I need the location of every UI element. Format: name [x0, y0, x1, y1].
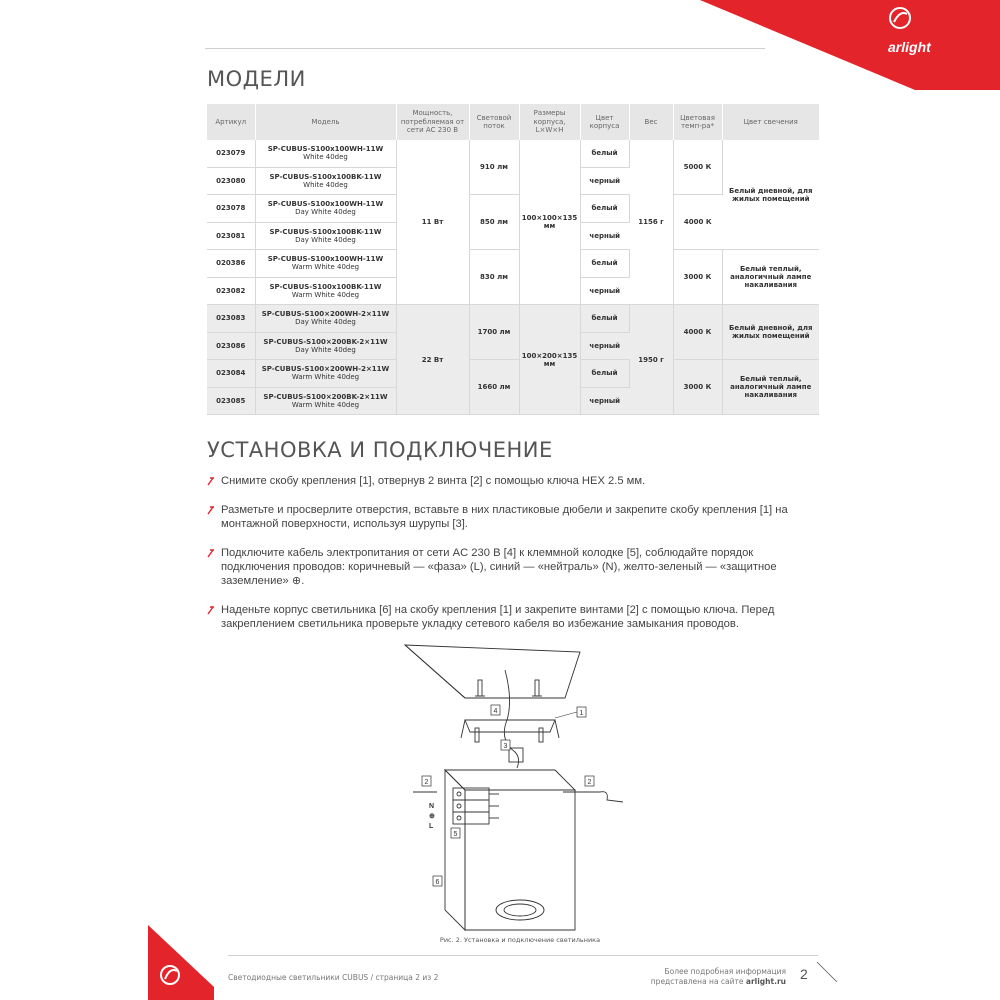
svg-text:3: 3 [503, 743, 508, 750]
model-name: SP-CUBUS-S100x100BK-11W [269, 282, 382, 291]
model-cell [255, 222, 396, 250]
model-cell [255, 332, 396, 360]
bullet-arrow-icon [207, 605, 215, 615]
ceiling-plate [405, 645, 580, 698]
model-sub: White 40deg [303, 153, 348, 162]
article-cell: 023083 [207, 305, 255, 333]
footer-info-line1: Более подробная информация [664, 967, 786, 976]
list-item [221, 503, 813, 531]
model-cell [255, 277, 396, 305]
model-cell [255, 195, 396, 223]
housing-side [445, 770, 465, 930]
power-cable [504, 670, 518, 768]
model-sub: Warm White 40deg [291, 373, 360, 382]
article-cell: 023085 [207, 387, 255, 415]
model-cell [255, 360, 396, 388]
figure-caption: Рис. 2. Установка и подключение светильника [439, 936, 601, 944]
model-sub: Day White 40deg [295, 208, 356, 217]
table-row [207, 250, 819, 278]
body-color-cell: черный [580, 222, 629, 250]
housing-front [465, 790, 575, 930]
callout-6 [433, 876, 442, 886]
model-sub: Day White 40deg [295, 345, 356, 354]
flux-cell: 1700 лм [469, 305, 519, 360]
article-cell: 023082 [207, 277, 255, 305]
body-color-cell: белый [580, 305, 629, 333]
model-name: SP-CUBUS-S100x100WH-11W [267, 255, 384, 264]
article-cell: 023081 [207, 222, 255, 250]
svg-text:2: 2 [424, 779, 429, 786]
size-cell: 100×100×135 мм [519, 140, 580, 305]
header-model: Модель [255, 104, 396, 140]
flux-cell: 1660 лм [469, 360, 519, 415]
flux-cell: 910 лм [469, 140, 519, 195]
model-name: SP-CUBUS-S100x100WH-11W [267, 200, 384, 209]
step-text: Подключите кабель электропитания от сети AC 230 В [4] к клеммной колодке [5], соблюдайте порядок подключения проводов: коричневый — «фаза» (L), синий — «нейтраль» (N), желто-зеленый — «защитное заземление» ⊕. [221, 547, 777, 587]
model-name: SP-CUBUS-S100x100WH-11W [267, 145, 384, 154]
footer-info-line2 [628, 977, 786, 987]
step-text: Наденьте корпус светильника [6] на скобу крепления [1] и закрепите винтами [2] с помощью ключа. Перед закреплением светильника проверьте укладку сетевого кабеля во избежание замыкания проводов. [221, 604, 775, 630]
footer-info-prefix: представлена на сайте [650, 976, 744, 986]
temp-cell: 3000 К [673, 360, 722, 415]
svg-text:4: 4 [493, 708, 498, 715]
logo-text: arlight [888, 39, 931, 55]
table-header-row [207, 104, 819, 140]
terminal-n-label: N [429, 803, 435, 810]
models-title: МОДЕЛИ [207, 67, 306, 91]
model-cell [255, 305, 396, 333]
model-cell [255, 140, 396, 167]
article-cell: 023078 [207, 195, 255, 223]
weight-cell: 1156 г [629, 140, 673, 305]
body-color-cell: черный [580, 387, 629, 415]
bullet-arrow-icon [207, 548, 215, 558]
header-glow-color: Цвет свечения [722, 104, 819, 140]
body-color-cell: белый [580, 360, 629, 388]
install-title: УСТАНОВКА И ПОДКЛЮЧЕНИЕ [207, 438, 553, 462]
svg-text:1: 1 [579, 710, 584, 717]
power-cell: 11 Вт [396, 140, 469, 305]
model-name: SP-CUBUS-S100×200BK-2×11W [263, 337, 388, 346]
brand-corner [700, 0, 1000, 90]
bullet-arrow-icon [207, 505, 215, 515]
header-power: Мощность, потребляемая от сети AC 230 В [396, 104, 469, 140]
footer-info [628, 967, 786, 986]
flux-cell: 830 лм [469, 250, 519, 305]
mounting-bracket [465, 720, 555, 732]
temp-cell: 3000 К [673, 250, 722, 305]
footer-corner [148, 925, 214, 1000]
model-cell [255, 387, 396, 415]
article-cell: 023084 [207, 360, 255, 388]
body-color-cell: черный [580, 167, 629, 195]
step-text: Снимите скобу крепления [1], отвернув 2 винта [2] с помощью ключа HEX 2.5 мм. [221, 475, 646, 487]
connector-block [509, 748, 523, 762]
models-table [207, 104, 819, 415]
size-cell: 100×200×135 мм [519, 305, 580, 415]
header-body-color: Цвет корпуса [580, 104, 629, 140]
step-text: Разметьте и просверлите отверстия, вставьте в них пластиковые дюбели и закрепите скобу крепления [1] на монтажной поверхности, используя шурупы [3]. [221, 504, 788, 530]
body-color-cell: белый [580, 140, 629, 167]
terminal-ground-label: ⊕ [429, 813, 435, 820]
callout-4 [491, 705, 500, 715]
list-item [221, 546, 813, 588]
lens-ring [496, 900, 544, 920]
terminal-l-label: L [429, 823, 434, 830]
article-cell: 023080 [207, 167, 255, 195]
model-sub: Warm White 40deg [291, 290, 360, 299]
model-sub: White 40deg [303, 180, 348, 189]
article-cell: 023086 [207, 332, 255, 360]
model-sub: Warm White 40deg [291, 400, 360, 409]
callout-1 [555, 707, 586, 718]
table-row [207, 140, 819, 167]
footer-site-link[interactable]: arlight.ru [745, 976, 786, 986]
model-name: SP-CUBUS-S100×200BK-2×11W [263, 392, 388, 401]
table-row [207, 305, 819, 333]
article-cell: 020386 [207, 250, 255, 278]
bullet-arrow-icon [207, 476, 215, 486]
callout-5 [451, 828, 460, 838]
screw-icon [539, 728, 543, 742]
model-cell [255, 250, 396, 278]
callout-2-right [585, 776, 594, 786]
header-flux: Световой поток [469, 104, 519, 140]
list-item [221, 603, 813, 631]
hex-key [600, 792, 623, 802]
svg-text:2: 2 [587, 779, 592, 786]
flux-cell: 850 лм [469, 195, 519, 250]
footer-document-title: Светодиодные светильники CUBUS / страница 2 из 2 [228, 973, 439, 982]
temp-cell: 4000 К [673, 305, 722, 360]
callout-3 [501, 740, 510, 750]
screw-icon [532, 680, 542, 696]
screw-icon [475, 728, 479, 742]
body-color-cell: белый [580, 250, 629, 278]
header-article: Артикул [207, 104, 255, 140]
footer-rule [228, 955, 818, 956]
glow-cell: Белый дневной, для жилых помещений [722, 140, 819, 250]
body-color-cell: белый [580, 195, 629, 223]
model-name: SP-CUBUS-S100×200WH-2×11W [261, 365, 390, 374]
callout-2-left [422, 776, 431, 786]
temp-cell: 5000 К [673, 140, 722, 195]
list-item [221, 474, 813, 488]
header-size: Размеры корпуса, L×W×H [519, 104, 580, 140]
weight-cell: 1950 г [629, 305, 673, 415]
table-row [207, 360, 819, 388]
svg-text:5: 5 [453, 831, 458, 838]
installation-diagram [395, 640, 645, 940]
svg-text:6: 6 [435, 879, 440, 886]
temp-cell: 4000 К [673, 195, 722, 250]
body-color-cell: черный [580, 277, 629, 305]
model-sub: Day White 40deg [295, 235, 356, 244]
header-color-temp: Цветовая темп-ра* [673, 104, 722, 140]
power-cell: 22 Вт [396, 305, 469, 415]
model-name: SP-CUBUS-S100x100BK-11W [269, 172, 382, 181]
housing-top [445, 770, 575, 790]
glow-cell: Белый теплый, аналогичный лампе накаливания [722, 360, 819, 415]
model-name: SP-CUBUS-S100x100BK-11W [269, 227, 382, 236]
terminal-block [453, 788, 489, 824]
top-rule [205, 48, 765, 49]
article-cell: 023079 [207, 140, 255, 167]
glow-cell: Белый дневной, для жилых помещений [722, 305, 819, 360]
model-name: SP-CUBUS-S100×200WH-2×11W [261, 310, 390, 319]
model-cell [255, 167, 396, 195]
header-weight: Вес [629, 104, 673, 140]
body-color-cell: черный [580, 332, 629, 360]
model-sub: Warm White 40deg [291, 263, 360, 272]
screw-icon [475, 680, 485, 696]
model-sub: Day White 40deg [295, 318, 356, 327]
footer-slash [815, 960, 839, 984]
page-number: 2 [800, 966, 808, 982]
glow-cell: Белый теплый, аналогичный лампе накаливания [722, 250, 819, 305]
